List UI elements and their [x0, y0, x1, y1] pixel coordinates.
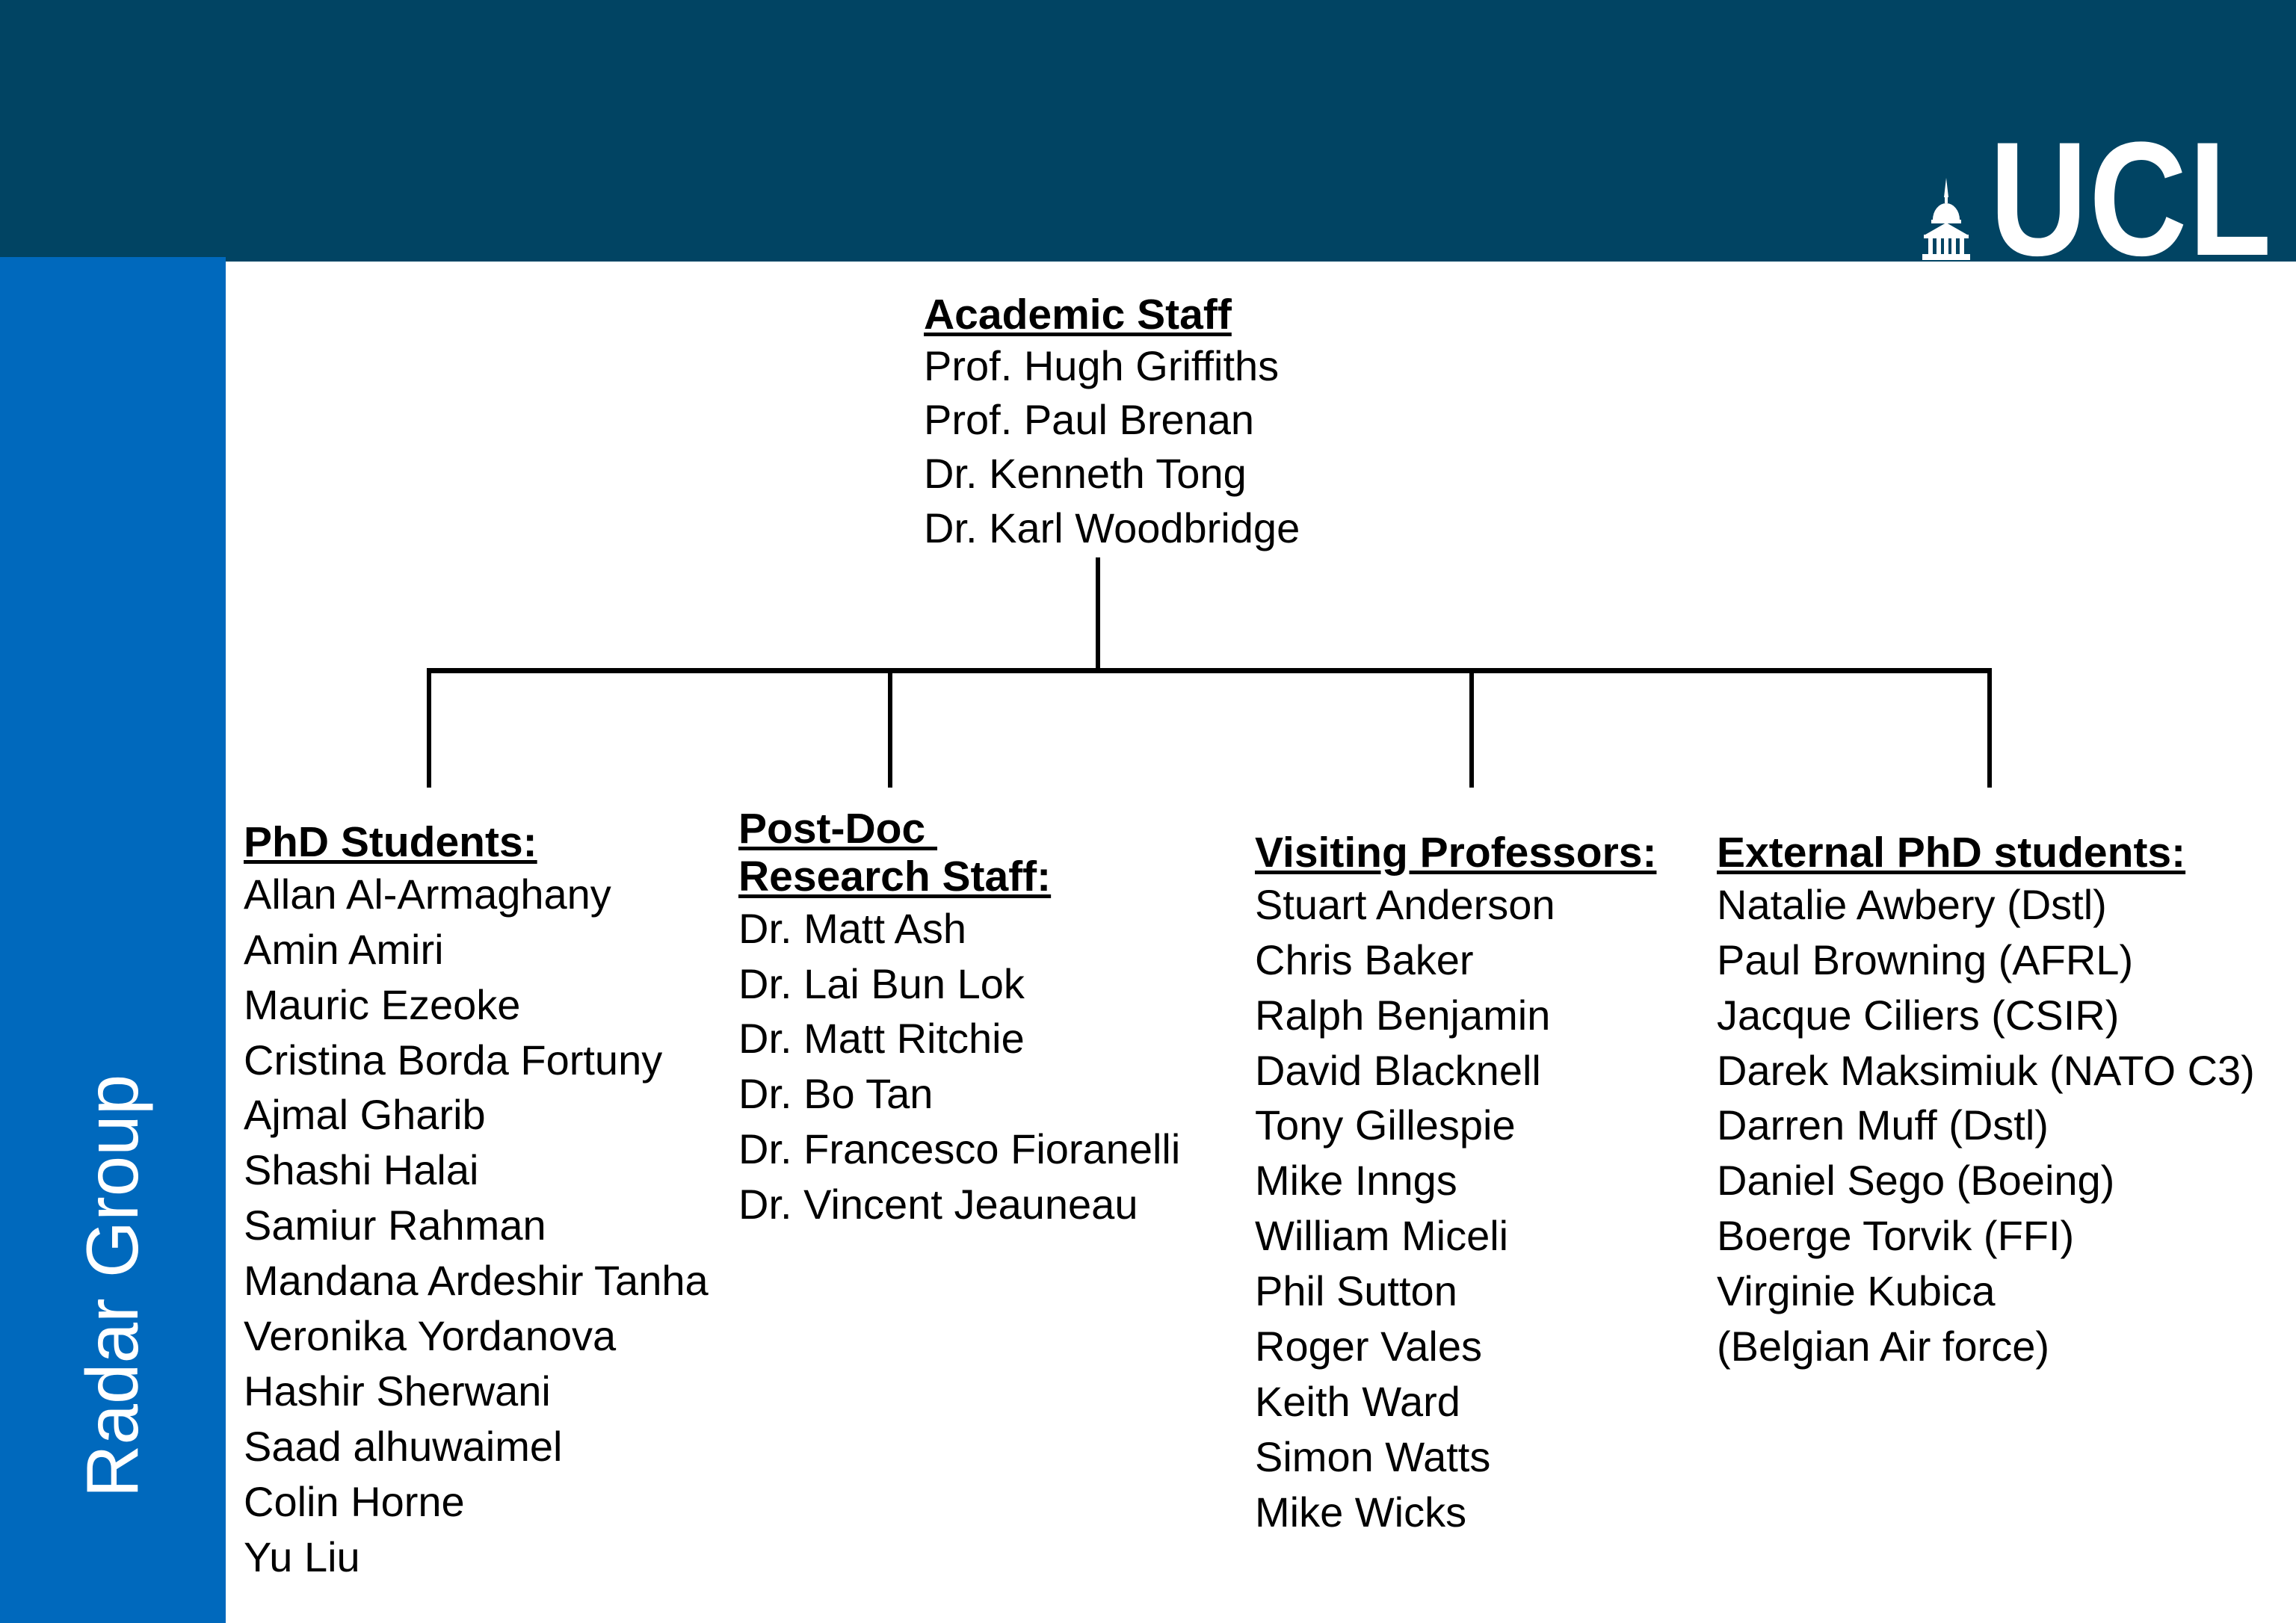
ucl-wordmark: UCL — [1990, 108, 2274, 290]
post-doc-title-line-1: Post-Doc — [738, 805, 938, 853]
post-doc-member: Dr. Francesco Fioranelli — [738, 1125, 1181, 1173]
sidebar-label: Radar Group — [71, 1074, 153, 1498]
academic-staff-title: Academic Staff — [924, 291, 1232, 338]
connector-horizontal-bar — [427, 668, 1992, 673]
phd-students-member: Samiur Rahman — [244, 1202, 546, 1249]
external-phd-student: Boerge Torvik (FFI) — [1717, 1212, 2075, 1260]
node-phd-students — [244, 819, 709, 1585]
external-phd-student: Virginie Kubica — [1717, 1267, 1996, 1315]
phd-students-member: Colin Horne — [244, 1477, 465, 1525]
connector-stem-vertical — [1096, 557, 1100, 671]
phd-students-member: Ajmal Gharib — [244, 1091, 486, 1139]
visiting-professor: Simon Watts — [1255, 1432, 1491, 1480]
phd-students-member: Saad alhuwaimel — [244, 1422, 563, 1470]
phd-students-member: Shashi Halai — [244, 1146, 479, 1194]
visiting-professor: David Blacknell — [1255, 1046, 1541, 1094]
external-phd-student: (Belgian Air force) — [1717, 1323, 2050, 1370]
visiting-professor: Ralph Benjamin — [1255, 991, 1551, 1039]
visiting-professors-title: Visiting Professors: — [1255, 829, 1657, 877]
academic-staff-member: Prof. Paul Brenan — [924, 396, 1255, 444]
external-phd-student: Natalie Awbery (Dstl) — [1717, 880, 2107, 928]
ucl-logo — [1922, 108, 2274, 290]
external-phd-title: External PhD students: — [1717, 829, 2186, 877]
external-phd-student: Darek Maksimiuk (NATO C3) — [1717, 1046, 2255, 1094]
node-visiting-professors — [1255, 829, 1656, 1540]
visiting-professor: Mike Inngs — [1255, 1157, 1457, 1205]
header-band — [0, 0, 2296, 290]
post-doc-member: Dr. Lai Bun Lok — [738, 959, 1025, 1007]
post-doc-member: Dr. Matt Ritchie — [738, 1015, 1025, 1063]
ucl-portico-icon — [1922, 178, 1970, 260]
visiting-professor: William Miceli — [1255, 1212, 1509, 1260]
phd-students-member: Amin Amiri — [244, 925, 444, 973]
visiting-professor: Mike Wicks — [1255, 1488, 1467, 1536]
sidebar-label-rotated — [0, 890, 225, 1623]
external-phd-student: Daniel Sego (Boeing) — [1717, 1157, 2115, 1205]
visiting-professor: Roger Vales — [1255, 1323, 1483, 1370]
sidebar-radar-group — [0, 257, 226, 1623]
phd-students-member: Hashir Sherwani — [244, 1367, 551, 1415]
node-academic-staff — [924, 291, 1300, 555]
phd-students-member: Mauric Ezeoke — [244, 980, 521, 1028]
academic-staff-member: Dr. Karl Woodbridge — [924, 504, 1300, 551]
visiting-professor: Tony Gillespie — [1255, 1101, 1516, 1149]
visiting-professor: Stuart Anderson — [1255, 880, 1555, 928]
phd-students-member: Allan Al-Armaghany — [244, 870, 611, 918]
phd-students-member: Yu Liu — [244, 1533, 360, 1580]
external-phd-student: Darren Muff (Dstl) — [1717, 1101, 2049, 1149]
connector-drop-external-phd — [1987, 671, 1992, 788]
visiting-professor: Chris Baker — [1255, 936, 1474, 983]
connector-drop-visiting-professors — [1469, 671, 1474, 788]
external-phd-student: Jacque Ciliers (CSIR) — [1717, 991, 2120, 1039]
connector-drop-post-doc — [888, 671, 892, 788]
phd-students-member: Veronika Yordanova — [244, 1312, 617, 1360]
phd-students-member: Cristina Borda Fortuny — [244, 1036, 663, 1083]
external-phd-student: Paul Browning (AFRL) — [1717, 936, 2134, 983]
node-external-phd-students — [1717, 829, 2255, 1374]
phd-students-title: PhD Students: — [244, 818, 537, 866]
visiting-professor: Keith Ward — [1255, 1377, 1460, 1425]
post-doc-member: Dr. Vincent Jeauneau — [738, 1181, 1138, 1228]
academic-staff-member: Dr. Kenneth Tong — [924, 450, 1247, 498]
post-doc-title-line-2: Research Staff: — [738, 852, 1052, 900]
connector-drop-phd-students — [427, 671, 431, 788]
visiting-professor: Phil Sutton — [1255, 1267, 1457, 1315]
post-doc-member: Dr. Matt Ash — [738, 904, 966, 952]
node-post-doc-research-staff — [738, 806, 1180, 1232]
post-doc-member: Dr. Bo Tan — [738, 1070, 933, 1118]
academic-staff-member: Prof. Hugh Griffiths — [924, 341, 1280, 389]
phd-students-member: Mandana Ardeshir Tanha — [244, 1257, 709, 1305]
